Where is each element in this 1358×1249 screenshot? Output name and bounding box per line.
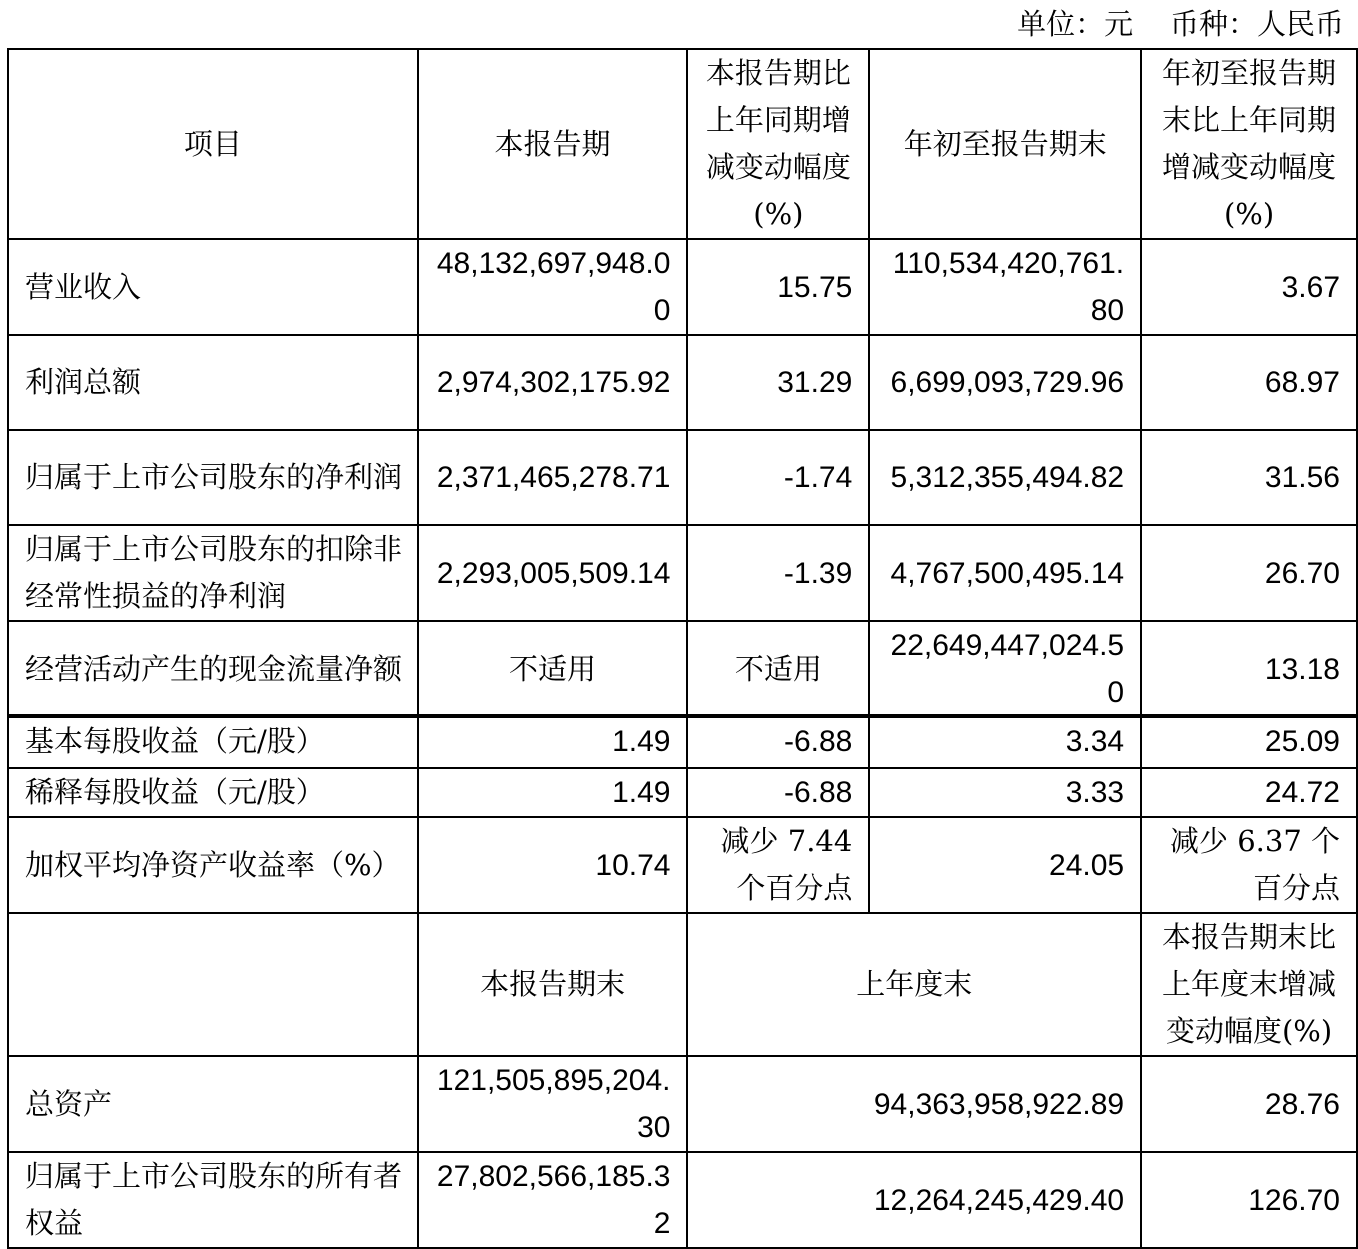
cell-current: 1.49 xyxy=(418,715,688,768)
cell-ytd: 24.05 xyxy=(869,817,1141,913)
financial-table-main xyxy=(7,48,1358,718)
header-ytd: 年初至报告期末 xyxy=(869,49,1141,239)
row-label: 归属于上市公司股东的扣除非经常性损益的净利润 xyxy=(8,525,418,621)
row-label: 基本每股收益（元/股） xyxy=(8,715,418,768)
cell-ytd: 3.33 xyxy=(869,768,1141,817)
cell-ytd-change: 68.97 xyxy=(1141,335,1357,430)
cell-change: 不适用 xyxy=(687,621,869,717)
header-ytd-change: 年初至报告期末比上年同期增减变动幅度(%) xyxy=(1141,49,1357,239)
cell-period-end: 27,802,566,185.32 xyxy=(418,1152,688,1248)
cell-period-end: 121,505,895,204.30 xyxy=(418,1056,688,1152)
table-row xyxy=(8,239,1357,335)
cell-ytd: 3.34 xyxy=(869,715,1141,768)
cell-current: 1.49 xyxy=(418,768,688,817)
cell-last-year-end: 94,363,958,922.89 xyxy=(687,1056,1141,1152)
cell-ytd: 6,699,093,729.96 xyxy=(869,335,1141,430)
cell-change: -6.88 xyxy=(687,768,869,817)
cell-change: -1.74 xyxy=(687,430,869,525)
cell-ytd-change: 24.72 xyxy=(1141,768,1357,817)
cell-ytd-change: 减少 6.37 个百分点 xyxy=(1141,817,1357,913)
cell-ytd-change: 25.09 xyxy=(1141,715,1357,768)
table-row xyxy=(8,525,1357,621)
cell-change: -1.39 xyxy=(687,525,869,621)
table-row xyxy=(8,335,1357,430)
cell-change: 31.29 xyxy=(687,335,869,430)
cell-change: 减少 7.44 个百分点 xyxy=(687,817,869,913)
row-label: 营业收入 xyxy=(8,239,418,335)
cell-last-year-end: 12,264,245,429.40 xyxy=(687,1152,1141,1248)
row-label: 利润总额 xyxy=(8,335,418,430)
table-header-row xyxy=(8,49,1357,239)
cell-ytd: 110,534,420,761.80 xyxy=(869,239,1141,335)
table-row xyxy=(8,768,1357,817)
header-period-change: 本报告期末比上年度末增减变动幅度(%) xyxy=(1141,913,1357,1056)
header-blank xyxy=(8,913,418,1056)
row-label: 经营活动产生的现金流量净额 xyxy=(8,621,418,717)
cell-current: 48,132,697,948.00 xyxy=(418,239,688,335)
header-item: 项目 xyxy=(8,49,418,239)
cell-current: 2,974,302,175.92 xyxy=(418,335,688,430)
cell-ytd-change: 26.70 xyxy=(1141,525,1357,621)
header-period-end: 本报告期末 xyxy=(418,913,688,1056)
cell-current: 2,293,005,509.14 xyxy=(418,525,688,621)
table-row xyxy=(8,1056,1357,1152)
cell-current: 2,371,465,278.71 xyxy=(418,430,688,525)
table-row xyxy=(8,817,1357,913)
header-last-year-end: 上年度末 xyxy=(687,913,1141,1056)
cell-ytd: 22,649,447,024.50 xyxy=(869,621,1141,717)
row-label: 总资产 xyxy=(8,1056,418,1152)
table-row xyxy=(8,621,1357,717)
table-row xyxy=(8,715,1357,768)
row-label: 归属于上市公司股东的净利润 xyxy=(8,430,418,525)
cell-ytd-change: 31.56 xyxy=(1141,430,1357,525)
cell-ytd-change: 3.67 xyxy=(1141,239,1357,335)
row-label: 稀释每股收益（元/股） xyxy=(8,768,418,817)
cell-current: 不适用 xyxy=(418,621,688,717)
cell-change: 126.70 xyxy=(1141,1152,1357,1248)
cell-change: 15.75 xyxy=(687,239,869,335)
table-header-row xyxy=(8,913,1357,1056)
cell-ytd: 5,312,355,494.82 xyxy=(869,430,1141,525)
cell-change: -6.88 xyxy=(687,715,869,768)
financial-table-secondary xyxy=(7,714,1358,1249)
header-current-change: 本报告期比上年同期增减变动幅度(%) xyxy=(687,49,869,239)
table-row xyxy=(8,1152,1357,1248)
row-label: 加权平均净资产收益率（%） xyxy=(8,817,418,913)
cell-ytd-change: 13.18 xyxy=(1141,621,1357,717)
cell-change: 28.76 xyxy=(1141,1056,1357,1152)
row-label: 归属于上市公司股东的所有者权益 xyxy=(8,1152,418,1248)
cell-ytd: 4,767,500,495.14 xyxy=(869,525,1141,621)
cell-current: 10.74 xyxy=(418,817,688,913)
header-current: 本报告期 xyxy=(418,49,688,239)
unit-currency-note: 单位：元 币种：人民币 xyxy=(1017,7,1344,41)
table-row xyxy=(8,430,1357,525)
